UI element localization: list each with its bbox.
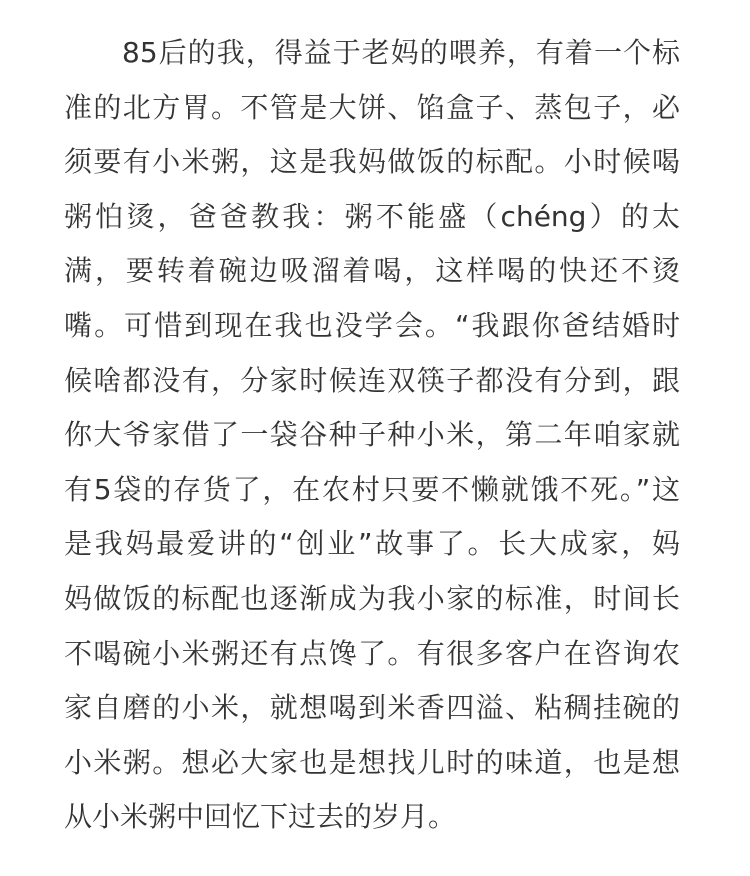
article-line: 85后的我，得益于老妈的喂养，有着一个标 [122,36,680,69]
article-line: 是我妈最爱讲的“创业”故事了。长大成家，妈 [64,527,680,561]
article-line: 满，要转着碗边吸溜着喝，这样喝的快还不烫 [64,254,680,288]
article-line: 粥怕烫，爸爸教我：粥不能盛（chéng）的太 [64,199,680,233]
article-line: 从小米粥中回忆下过去的岁月。 [64,800,457,834]
article-line: 妈做饭的标配也逐渐成为我小家的标准，时间长 [64,581,680,615]
article-line: 小米粥。想必大家也是想找儿时的味道，也是想 [64,745,680,779]
article-line: 嘴。可惜到现在我也没学会。“我跟你爸结婚时 [64,308,680,342]
article-line: 准的北方胃。不管是大饼、馅盒子、蒸包子，必 [64,90,680,124]
article-line: 有5袋的存货了，在农村只要不懒就饿不死。”这 [64,472,680,506]
article-line: 候啥都没有，分家时候连双筷子都没有分到，跟 [64,363,680,397]
article-line: 不喝碗小米粥还有点馋了。有很多客户在咨询农 [64,636,680,670]
article-line: 你大爷家借了一袋谷种子种小米，第二年咱家就 [64,418,680,452]
article-line: 家自磨的小米，就想喝到米香四溢、粘稠挂碗的 [64,691,680,725]
article-paragraph [64,26,680,845]
article-line: 须要有小米粥，这是我妈做饭的标配。小时候喝 [64,145,680,179]
